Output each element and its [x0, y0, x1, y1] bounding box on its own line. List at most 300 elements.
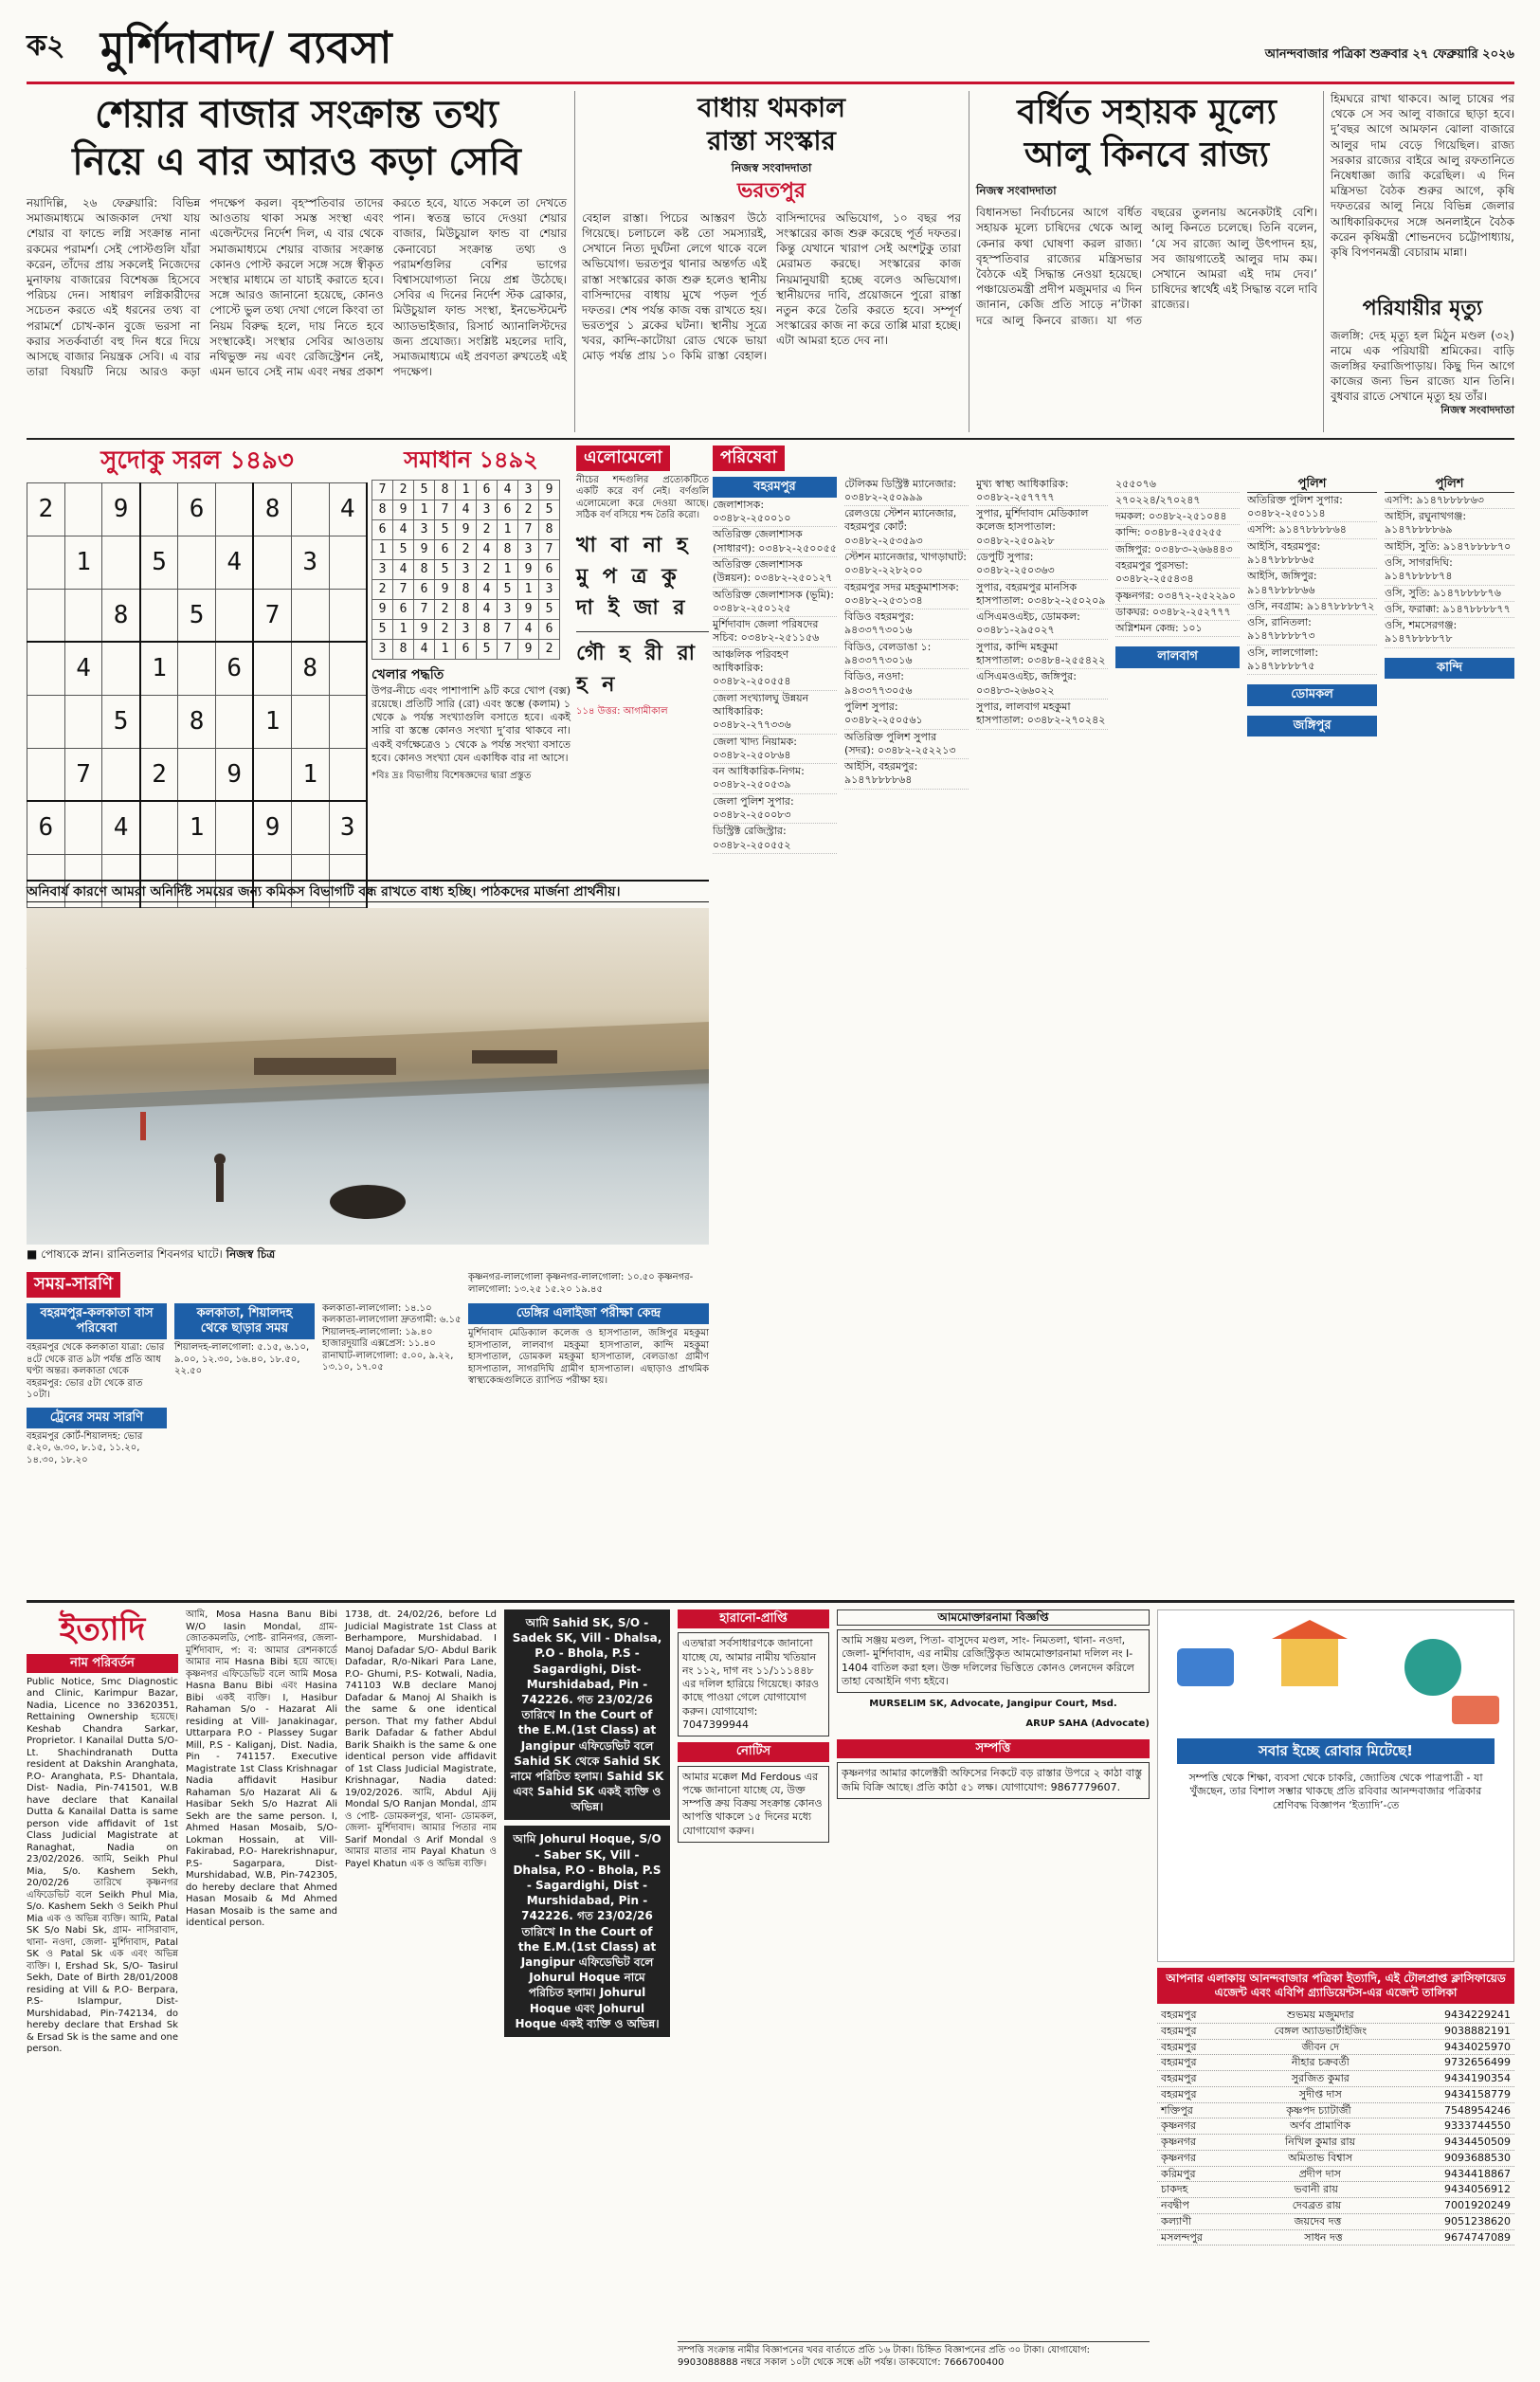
- sudoku-cell: [215, 801, 253, 854]
- solution-cell: 9: [414, 540, 435, 560]
- story-potato-headline-1: বর্ধিত সহায়ক মূল্যে: [1017, 92, 1277, 132]
- story-potato-headline-2: আলু কিনবে রাজ্য: [1024, 135, 1270, 174]
- services-title: পরিষেবা: [713, 445, 785, 471]
- services-col-1: [713, 498, 837, 854]
- lost-found-body: এতদ্বারা সর্বসাধারণকে জানানো যাচ্ছে যে, আমার নামীয় খতিয়ান নং ১১২, দাগ নং ১১/১১১৪৪৮ এর দলিল হারিয়ে গিয়েছে। কারও কাছে পাওয়া গেলে যোগাযোগ করুন। যোগাযোগ: 7047399944: [678, 1632, 829, 1736]
- services-col-4: [1115, 477, 1240, 638]
- story-road-dateline: ভরতপুর: [736, 178, 806, 204]
- agent-phone: 7001920249: [1443, 2199, 1511, 2211]
- solution-cell: 4: [477, 540, 498, 560]
- classifieds-col-1: [27, 1609, 178, 2358]
- classifieds-col-3: [345, 1609, 497, 2358]
- sudoku-cell: 7: [64, 748, 102, 801]
- service-entry: কান্দি: ০৩৪৮৪-২৫৫২৫৫: [1115, 525, 1240, 541]
- sudoku-cell: [215, 695, 253, 748]
- sudoku-cell: [329, 642, 367, 695]
- agent-row: [1157, 2214, 1514, 2230]
- train-text: বহরমপুর কোর্ট-শিয়ালদহ: ভোর ৫.২০, ৬.৩০, ৮.১৫, ১১.২০, ১৪.৩০, ১৮.২০: [27, 1430, 143, 1465]
- solution-cell: 1: [498, 520, 518, 540]
- services-col-6: [1385, 493, 1514, 648]
- agent-name: শুভময় মজুমদার: [1286, 2009, 1354, 2021]
- solution-grid: [371, 480, 560, 660]
- solution-cell: 4: [477, 600, 498, 620]
- solution-cell: 3: [539, 580, 560, 600]
- section-title: মুর্শিদাবাদ/ ব্যবসা: [100, 22, 392, 73]
- solution-cell: 5: [539, 600, 560, 620]
- solution-cell: 1: [498, 560, 518, 580]
- service-entry: জেলা খাদ্য নিয়ামক: ০৩৪৮২-২৫০৮৬৪: [713, 735, 837, 765]
- story-death-headline: পরিযায়ীর মৃত্যু: [1362, 296, 1483, 320]
- alomelo-puzzle-2: গৌ হ রী রা হ ন: [576, 631, 709, 700]
- service-entry: অগ্নিশমন কেন্দ্র: ১০১: [1115, 621, 1240, 637]
- services-col-5: [1247, 493, 1377, 676]
- agent-place: বহরমপুর: [1161, 2024, 1197, 2037]
- agent-phone: 9051238620: [1444, 2214, 1511, 2227]
- services-domkol-label: ডোমকল: [1247, 684, 1377, 705]
- sudoku-cell: 6: [178, 482, 216, 536]
- ad-banner-body: সম্পত্তি থেকে শিক্ষা, ব্যবসা থেকে চাকরি, জ্যোতিষ থেকে পাত্রপাত্রী - যা খুঁজছেন, তার বিশাল সম্ভার থাকছে প্রতি রবিবার আনন্দবাজার পত্রিকার শ্রেণিবদ্ধ বিজ্ঞাপন ‘ইত্যাদি’-তে: [1188, 1772, 1483, 1811]
- bus-service-title: বহরমপুর-কলকাতা বাস পরিষেবা: [27, 1303, 167, 1340]
- solution-cell: 2: [435, 620, 456, 640]
- solution-cell: 8: [456, 580, 477, 600]
- agent-name: ভবানী রায়: [1294, 2183, 1338, 2196]
- rules-text: উপর-নীচে এবং পাশাপাশি ৯টি করে খোপ (বক্স) রয়েছে। প্রতিটি সারি (রো) এবং স্তম্ভে (কলাম) ১ থেকে ৯ পর্যন্ত সংখ্যাগুলি বসাতে হবে। একই সারি বা স্তম্ভে কোনও সংখ্যা দু’বার থাকবে না। একই বর্গক্ষেত্রেও ১ থেকে ৯ পর্যন্ত সংখ্যা বসাতে হবে। কোনও সংখ্যা যেন একাধিক বার না আসে।: [371, 683, 571, 764]
- service-entry: ২৭০২২৪/২৭০২৪৭: [1115, 493, 1240, 509]
- ad-banner-title: সবার ইচ্ছে রোবার মিটেছে!: [1177, 1738, 1495, 1764]
- solution-cell: 7: [498, 640, 518, 660]
- dengue-body: মুর্শিদাবাদ মেডিক্যাল কলেজ ও হাসপাতাল, জঙ্গিপুর মহকুমা হাসপাতাল, লালবাগ মহকুমা হাসপাতাল, কান্দি মহকুমা হাসপাতাল, ডোমকল মহকুমা হাসপাতাল, বেলডাঙা গ্রামীণ হাসপাতাল, সাগরদিঘি গ্রামীণ হাসপাতাল। এছাড়াও প্রাথমিক স্বাস্থ্যকেন্দ্রগুলিতে র‍্যাপিড পরীক্ষা হয়।: [468, 1328, 709, 1387]
- agent-phone: 7548954246: [1444, 2103, 1511, 2117]
- solution-panel: [371, 445, 571, 872]
- bus-service-text: বহরমপুর থেকে কলকাতা যাত্রা: ভোর ৪টে থেকে রাত ৯টা পর্যন্ত প্রতি আধ ঘণ্টা অন্তর। কলকাতা থেকে বহরমপুর: ভোর ৫টা থেকে রাত ১০টা।: [27, 1342, 165, 1400]
- service-entry: এসিএমওএইচ, জঙ্গিপুর: ০৩৪৮৩-২৬৬০২২: [976, 669, 1108, 700]
- services-police-title-2: পুলিশ: [1385, 477, 1514, 493]
- service-entry: অতিরিক্ত জেলাশাসক (সাধারণ): ০৩৪৮২-২৫০০৫৫: [713, 527, 837, 557]
- service-entry: ২৫৫০৭৬: [1115, 477, 1240, 493]
- sudoku-cell: 4: [329, 482, 367, 536]
- law-notice-title: আমমোক্তারনামা বিজ্ঞপ্তি: [837, 1609, 1150, 1626]
- solution-cell: 6: [435, 540, 456, 560]
- agent-phone: 9333744550: [1443, 2119, 1511, 2133]
- solution-cell: 8: [435, 481, 456, 500]
- river-photo-illustration: [27, 908, 709, 1245]
- sudoku-cell: [27, 589, 65, 642]
- sudoku-cell: [64, 589, 102, 642]
- agent-row: [1157, 2118, 1514, 2135]
- solution-cell: 1: [456, 481, 477, 500]
- solution-cell: 2: [393, 481, 414, 500]
- sudoku-cell: 3: [329, 801, 367, 854]
- timetable-panel: [27, 1272, 462, 1592]
- property-title: সম্পত্তি: [837, 1739, 1150, 1758]
- agent-place: বহরমপুর: [1161, 2087, 1197, 2100]
- solution-cell: 4: [456, 500, 477, 520]
- photo-caption-text: পোষ্যকে স্নান। রানিতলার শিবনগর ঘাটে।: [41, 1247, 223, 1261]
- sudoku-cell: [253, 642, 291, 695]
- agent-name: সুরজিত কুমার: [1291, 2072, 1350, 2084]
- solution-cell: 1: [518, 580, 539, 600]
- agent-place: কৃষ্ণনগর: [1161, 2151, 1197, 2164]
- service-entry: ডাকঘর: ০৩৪৮২-২৫২৭৭৭: [1115, 605, 1240, 621]
- service-entry: ওসি, শমসেরগঞ্জ: ৯১৪৭৮৮৮৮৭৮: [1385, 618, 1514, 648]
- service-entry: সুপার, বহরমপুর মানসিক হাসপাতাল: ০৩৪৮২-২৫০২০৯: [976, 580, 1108, 610]
- classifieds-footer: সম্পত্তি সংক্রান্ত নামীর বিজ্ঞাপনের খবর বার্তাতে প্রতি ১৬ টাকা। চিহ্নিত বিজ্ঞাপনের প্রতি ৩০ টাকা। যোগাযোগ: 9903088888 নম্বরে সকাল ১০টা থেকে সন্ধে ৬টা পর্যন্ত। ডাকযোগে: 7666700400: [678, 2341, 1150, 2370]
- agent-name: অর্ণব প্রামাণিক: [1290, 2119, 1351, 2133]
- sudoku-cell: [329, 589, 367, 642]
- agent-row: [1157, 2230, 1514, 2246]
- lawyer-1: MURSELIM SK, Advocate, Jangipur Court, Msd.: [869, 1699, 1117, 1710]
- story-road-headline-1: বাধায় থমকাল: [697, 92, 845, 123]
- sudoku-cell: [329, 695, 367, 748]
- sudoku-cell: [291, 695, 329, 748]
- solution-cell: 5: [414, 481, 435, 500]
- sudoku-cell: 3: [291, 536, 329, 589]
- solution-title: সমাধান ১৪৯২: [404, 445, 538, 473]
- sudoku-cell: 2: [140, 748, 178, 801]
- rules-title: খেলার পদ্ধতি: [371, 667, 444, 682]
- agent-phone: 9434158779: [1443, 2087, 1511, 2100]
- story-potato-byline: নিজস্ব সংবাদদাতা: [976, 184, 1057, 197]
- solution-cell: 6: [414, 580, 435, 600]
- services-lalbag-label: লালবাগ: [1115, 646, 1240, 667]
- solution-cell: 8: [498, 540, 518, 560]
- sudoku-cell: 1: [291, 748, 329, 801]
- agent-list-title: আপনার এলাকায় আনন্দবাজার পত্রিকা ইত্যাদি, এই টোলপ্রাপ্ত ক্লাসিফায়েড এজেন্ট এবং এবিপি গ্ৰ্যাডিয়েন্টস-এর এজেন্ট তালিকা: [1157, 1968, 1514, 2004]
- agent-place: করিমপুর: [1161, 2167, 1196, 2180]
- alomelo-title: এলোমেলো: [576, 445, 670, 471]
- service-entry: বহরমপুর পুরসভা: ০৩৪৮২-২৫৫৪৩৪: [1115, 558, 1240, 589]
- agent-name: নিখিল কুমার রায়: [1285, 2136, 1356, 2148]
- agent-row: [1157, 2167, 1514, 2183]
- sudoku-cell: [329, 748, 367, 801]
- solution-cell: 1: [414, 500, 435, 520]
- photo-caption: [27, 1247, 709, 1266]
- solution-cell: 9: [414, 620, 435, 640]
- story-death-credit: নিজস্ব সংবাদদাতা: [1440, 403, 1514, 416]
- agent-row: [1157, 2135, 1514, 2151]
- agent-phone: 9434056912: [1444, 2183, 1511, 2196]
- service-entry: আইসি, বহরমপুর: ৯১৪৭৮৮৮৮৬৫: [1247, 539, 1377, 570]
- service-entry: ডিস্ট্রিক্ট রেজিস্ট্রার: ০৩৪৮২-২৫০৫৫২: [713, 824, 837, 854]
- story-sebi-headline-2: নিয়ে এ বার আরও কড়া সেবি: [72, 139, 521, 184]
- solution-cell: 5: [539, 500, 560, 520]
- solution-cell: 4: [393, 520, 414, 540]
- story-road-body: বেহাল রাস্তা। পিচের আস্তরণ উঠে গিয়েছে। চলাচলে কষ্ট তো সমস্যারই, সেখানে নিত্য দুর্ঘটনা লেগে থাকে বলে অভিযোগ। ভরতপুর থানার অন্তর্গত এই রাস্তা সংস্কারের কাজ শুরু হলেও স্থানীয় বাসিন্দাদের বাধায় মুখে পড়ল পূর্ত দফতর। শেষ পর্যন্ত কাজ বন্ধ রাখতে হয়। ভরতপুর ১ ব্লকের ঘটনা। স্থানীয় সূত্রে খবর, কান্দি-কাটোয়া রোড থেকে ভায়া মোড় পর্যন্ত প্রায় ১০ কিমি রাস্তা বেহাল। বাসিন্দাদের অভিযোগ, ১০ বছর পর সংস্কারের কাজ শুরু করেছে পূর্ত দফতর। কিন্তু যেখানে খারাপ সেই অংশটুকু তারা মেরামত করছে। সংস্কারের কাজ নিয়মানুযায়ী হচ্ছে বলেও অভিযোগ। স্থানীয়দের দাবি, প্রয়োজনে পুরো রাস্তা নতুন করে তৈরি করতে হবে। সম্পূর্ণ সংস্কারের কাজ না করে তাপ্পি মারা হচ্ছে। এটা আমরা হতে দেব না।: [582, 210, 961, 363]
- agent-name: দেবব্রত রায়: [1292, 2199, 1342, 2211]
- solution-cell: 7: [414, 600, 435, 620]
- ad-banner-illustration: [1158, 1610, 1515, 1734]
- service-entry: সুপার, কান্দি মহকুমা হাসপাতাল: ০৩৪৮৪-২৫৫৪২২: [976, 640, 1108, 670]
- property-body: কৃষ্ণনগর আমার কালেক্টরী অফিসের নিকটে বড় রাস্তার উপরে ২ কাঠা বাস্তু জমি বিক্রি আছে। প্রতি কাঠা ৫১ লক্ষ। যোগাযোগ: 9867779607.: [837, 1762, 1150, 1799]
- agent-row: [1157, 2151, 1514, 2167]
- sudoku-cell: 8: [253, 482, 291, 536]
- agent-phone: 9093688530: [1443, 2151, 1511, 2164]
- agent-phone: 9674747089: [1443, 2230, 1511, 2244]
- kolkata-departure-text: শিয়ালদহ-লালগোলা: ৫.১৫, ৬.১০, ৯.০০, ১২.৩০, ১৬.৪০, ১৮.৫০, ২২.৫০: [174, 1342, 310, 1376]
- sudoku-cell: 5: [140, 536, 178, 589]
- alomelo-answer-note: ১১৪ উত্তর: আগামীকাল: [576, 705, 668, 717]
- photo-caption-icon: ■: [27, 1247, 42, 1261]
- agent-place: বহরমপুর: [1161, 2009, 1197, 2021]
- lawyer-2: ARUP SAHA (Advocate): [1025, 1718, 1150, 1729]
- service-entry: সুপার, লালবাগ মহকুমা হাসপাতাল: ০৩৪৮২-২৭০২৪২: [976, 700, 1108, 730]
- sudoku-cell: [291, 589, 329, 642]
- solution-cell: 3: [372, 560, 393, 580]
- service-entry: অতিরিক্ত জেলাশাসক (উন্নয়ন): ০৩৪৮২-২৫০১২৭: [713, 557, 837, 588]
- service-entry: রেলওয়ে স্টেশন ম্যানেজার, বহরমপুর কোর্ট: ০৩৪৮২-২৫৩৫৯৩: [844, 506, 969, 550]
- sudoku-cell: 4: [215, 536, 253, 589]
- solution-cell: 6: [539, 620, 560, 640]
- agent-phone: 9038882191: [1443, 2024, 1511, 2037]
- train-title: ট্রেনের সময় সারণি: [27, 1408, 167, 1428]
- agent-phone: 9434418867: [1444, 2167, 1511, 2180]
- sudoku-cell: [140, 801, 178, 854]
- photo-credit: নিজস্ব চিত্র: [226, 1247, 276, 1261]
- solution-cell: 4: [414, 640, 435, 660]
- sudoku-cell: [329, 536, 367, 589]
- solution-cell: 8: [393, 640, 414, 660]
- solution-cell: 9: [393, 500, 414, 520]
- services-col-2: [844, 477, 969, 854]
- agent-name: কৃষ্ণপদ চ্যাটার্জী: [1286, 2103, 1351, 2117]
- classifieds-col-4: [504, 1609, 670, 2358]
- sudoku-title: সুদোকু সরল ১৪৯৩: [100, 446, 294, 475]
- solution-cell: 3: [518, 540, 539, 560]
- law-notice-body: আমি সঞ্জয় মণ্ডল, পিতা- বাসুদেব মণ্ডল, সাং- নিমতলা, থানা- নওদা, জেলা- মুর্শিদাবাদ, এর নামীয় রেজিস্ট্রিকৃত আমমোক্তারনামা দলিল নং I-1404 বাতিল করা হল। উক্ত দলিলের ভিত্তিতে কোনও লেনদেন করিলে তাহা বেআইনি গণ্য হইবে।: [837, 1629, 1150, 1693]
- story-road: [582, 91, 961, 432]
- service-entry: আইসি, রঘুনাথগঞ্জ: ৯১৪৭৮৮৮৮৬৯: [1385, 509, 1514, 539]
- solution-cell: 1: [435, 640, 456, 660]
- kolkata-departure-title: কলকাতা, শিয়ালদহ থেকে ছাড়ার সময়: [174, 1303, 315, 1340]
- agent-phone: 9434450509: [1444, 2136, 1511, 2148]
- sudoku-cell: 4: [102, 801, 140, 854]
- solution-cell: 8: [372, 500, 393, 520]
- story-potato: [976, 91, 1317, 432]
- solution-cell: 6: [456, 640, 477, 660]
- solution-cell: 5: [435, 520, 456, 540]
- sudoku-cell: 9: [253, 801, 291, 854]
- solution-cell: 9: [518, 560, 539, 580]
- sudoku-cell: [102, 642, 140, 695]
- solution-cell: 2: [539, 640, 560, 660]
- service-entry: ওসি, সুতি: ৯১৪৭৮৮৮৮৭৬: [1385, 586, 1514, 602]
- solution-cell: 8: [456, 600, 477, 620]
- agent-row: [1157, 2055, 1514, 2071]
- service-entry: এসিএমওএইচ, ডোমকল: ০৩৪৮১-২৯৫০২৭: [976, 609, 1108, 640]
- solution-cell: 7: [435, 500, 456, 520]
- services-panel: [713, 445, 1514, 1592]
- sudoku-cell: 1: [64, 536, 102, 589]
- agent-phone: 9434025970: [1444, 2040, 1511, 2053]
- solution-cell: 2: [372, 580, 393, 600]
- agent-place: চাকদহ: [1161, 2183, 1188, 2196]
- service-entry: ডেপুটি সুপার: ০৩৪৮২-২৫০৩৬৩: [976, 550, 1108, 580]
- timetable-title: সময়-সারণি: [27, 1272, 120, 1298]
- solution-footer: *বিঃ দ্রঃ বিভাগীয় বিশেষজ্ঞদের দ্বারা প্রস্তুত: [371, 771, 532, 782]
- alomelo-desc: নীচের শব্দগুলির প্রত্যেকটিতে একটি করে বর্ণ নেই। বর্ণগুলি এলোমেলো করে দেওয়া আছে। সঠিক বর্ণ বসিয়ে শব্দ তৈরি করো।: [576, 474, 709, 520]
- sudoku-cell: 6: [27, 801, 65, 854]
- solution-cell: 4: [393, 560, 414, 580]
- solution-cell: 9: [539, 481, 560, 500]
- classifieds-col-6: [837, 1609, 1150, 2358]
- solution-cell: 2: [518, 500, 539, 520]
- solution-cell: 7: [539, 540, 560, 560]
- sudoku-cell: [215, 589, 253, 642]
- service-entry: টেলিকম ডিস্ট্রিক্ট ম্যানেজার: ০৩৪৮২-২৫০৯৯৯: [844, 477, 969, 507]
- agent-place: বহরমপুর: [1161, 2072, 1197, 2084]
- timetable-right: [468, 1272, 709, 1592]
- sudoku-cell: 1: [140, 642, 178, 695]
- solution-cell: 8: [414, 560, 435, 580]
- services-police-title-1: পুলিশ: [1247, 477, 1377, 493]
- agent-phone: 9732656499: [1444, 2056, 1511, 2069]
- service-entry: বিডিও বহরমপুর: ৯৪৩৩৭৭৩০১৬: [844, 609, 969, 640]
- service-entry: স্টেশন ম্যানেজার, খাগড়াঘাট: ০৩৪৮২-২২৮২০০: [844, 550, 969, 580]
- service-entry: আইসি, বহরমপুর: ৯১৪৭৮৮৮৮৬৪: [844, 759, 969, 790]
- masthead: [27, 21, 1514, 80]
- sudoku-cell: 6: [215, 642, 253, 695]
- solution-cell: 3: [414, 520, 435, 540]
- comics-notice: অনিবার্য কারণে আমরা অনির্দিষ্ট সময়ের জন্য কমিকস বিভাগটি বন্ধ রাখতে বাধ্য হচ্ছি। পাঠকদের মার্জনা প্রার্থনীয়।: [27, 880, 709, 902]
- solution-cell: 1: [393, 620, 414, 640]
- solution-cell: 2: [477, 560, 498, 580]
- classifieds-col-2-text: আমি, Mosa Hasna Banu Bibi W/O Iasin Mondal, গ্রাম- জোতকমলডি, পোষ্ট- রানিনগর, জেলা- মুর্শিদাবাদ, প: ব: আমার রেশনকার্ডে আমার নাম Hasna Bibi হয়ে আছে। কৃষ্ণনগর এফিডেভিট বলে আমি Mosa Hasna Banu Bibi এবং Hasina Bibi একই ব্যক্তি। I, Hasibur Rahaman S/o - Hazarat Ali residing at Vill- Janakinagar, Uttarpara P.O - Plassey Sugar Mill, P.S - Kaliganj, Dist. Nadia, Pin - 741157. Executive Magistrate 1st Class Krishnagar Nadia affidavit Hasibur Rahaman S/o Hazarat Ali & Hasibar Sekh S/o Hazrat Ali Sekh are the same person. I, Ahmed Hasan Mosaib, S/O- Lokman Hossain, at Vill- Fakirabad, P.O- Harekrishnapur, P.S- Sagarpara, Dist- Murshidabad, W.B, Pin-742305, do hereby declare that Ahmed Hasan Mosaib & Md Ahmed Hasan Mosaib is the same and identical person.: [186, 1609, 337, 1928]
- agent-name: জয়দেব দত্ত: [1294, 2214, 1342, 2227]
- services-berhampore-label: বহরমপুর: [713, 477, 837, 498]
- agent-place: নবদ্বীপ: [1161, 2199, 1189, 2211]
- service-entry: ওসি, ফরাক্কা: ৯১৪৭৮৮৮৮৭৭: [1385, 602, 1514, 618]
- service-entry: বিডিও, নওদা: ৯৪৩৩৭৭৩০৫৬: [844, 669, 969, 700]
- agent-name: প্রদীপ দাস: [1298, 2167, 1341, 2180]
- classifieds-box-johurul: আমি Johurul Hoque, S/O - Saber SK, Vill - Dhalsa, P.O - Bhola, P.S - Sagardighi, Dist - Murshidabad, Pin - 742226. গত 23/02/26 তারিখে In the Court of the E.M.(1st Class) at Jangipur এফিডেভিট বলে Johurul Hoque নামে পরিচিত হলাম। Johurul Hoque এবং Johurul Hoque একই ব্যক্তি ও অভিন্ন।: [504, 1826, 670, 2036]
- story-migrant-death: [1331, 91, 1514, 432]
- service-entry: ওসি, নবগ্রাম: ৯১৪৭৮৮৮৮৭২: [1247, 599, 1377, 615]
- story-road-headline-2: রাস্তা সংস্কার: [707, 125, 836, 156]
- sudoku-cell: [178, 748, 216, 801]
- sudoku-cell: 9: [215, 748, 253, 801]
- river-photo: [27, 908, 709, 1245]
- sudoku-cell: [178, 642, 216, 695]
- service-entry: অতিরিক্ত জেলাশাসক (ভূমি): ০৩৪৮২-২৫০১২৫: [713, 588, 837, 618]
- sudoku-cell: [64, 482, 102, 536]
- agent-place: বহরমপুর: [1161, 2040, 1197, 2053]
- solution-cell: 5: [477, 640, 498, 660]
- agent-phone: 9434229241: [1444, 2009, 1511, 2021]
- agent-row: [1157, 2182, 1514, 2198]
- sudoku-cell: [27, 536, 65, 589]
- classifieds-brand: ইত্যাদি: [59, 1610, 146, 1648]
- sudoku-cell: 7: [253, 589, 291, 642]
- service-entry: সুপার, মুর্শিদাবাদ মেডিক্যাল কলেজ হাসপাতাল: ০৩৪৮২-২৫০৯২৮: [976, 506, 1108, 550]
- alomelo-puzzle-1: খা বা না হ মু প ত্র কু দা ই জা র: [576, 532, 692, 620]
- classifieds-name-change-title: নাম পরিবর্তন: [27, 1654, 178, 1673]
- sudoku-cell: [64, 695, 102, 748]
- solution-cell: 4: [498, 481, 518, 500]
- solution-cell: 8: [477, 620, 498, 640]
- solution-cell: 9: [456, 520, 477, 540]
- service-entry: এসপি: ৯১৪৭৮৮৮৮৬৪: [1247, 522, 1377, 538]
- agent-place: কৃষ্ণনগর: [1161, 2136, 1197, 2148]
- solution-cell: 4: [518, 620, 539, 640]
- sudoku-cell: [291, 801, 329, 854]
- solution-cell: 4: [477, 580, 498, 600]
- timetable-right-text: কৃষ্ণনগর-লালগোলা কৃষ্ণনগর-লালগোলা: ১০.৫০ কৃষ্ণনগর-লালগোলা: ১৩.২৫ ১৫.২০ ১৯.৪৫: [468, 1272, 694, 1295]
- timetable-mid-text: কলকাতা-লালগোলা: ১৪.১০ কলকাতা-লালগোলা দ্রুতগামী: ৬.১৫ শিয়ালদহ-লালগোলা: ১৯.৪০ হাজারদুয়ারি এক্সপ্রেস: ১১.৪০ রানাঘাট-লালগোলা: ৫.০০, ৯.২২, ১৩.১০, ১৭.০৫: [322, 1302, 462, 1373]
- service-entry: জঙ্গিপুর: ০৩৪৮৩-২৬৬৪৪৩: [1115, 542, 1240, 558]
- solution-cell: 2: [477, 520, 498, 540]
- solution-cell: 3: [498, 600, 518, 620]
- service-entry: আঞ্চলিক পরিবহণ আধিকারিক: ০৩৪৮২-২৫০৫৫৪: [713, 647, 837, 691]
- solution-cell: 9: [518, 600, 539, 620]
- agent-name: অমিতাভ বিশ্বাস: [1288, 2151, 1352, 2164]
- service-entry: ওসি, সাগরদিঘি: ৯১৪৭৮৮৮৮৭৪: [1385, 555, 1514, 586]
- solution-cell: 6: [498, 500, 518, 520]
- sudoku-cell: [215, 482, 253, 536]
- solution-cell: 9: [435, 580, 456, 600]
- solution-cell: 9: [372, 600, 393, 620]
- classifieds-col-5: [678, 1609, 829, 2358]
- sudoku-cell: 2: [27, 482, 65, 536]
- agent-row: [1157, 2071, 1514, 2087]
- sudoku-cell: [140, 695, 178, 748]
- sudoku-cell: 8: [291, 642, 329, 695]
- service-entry: কৃষ্ণনগর: ০৩৪৭২-২৫২২৯০: [1115, 589, 1240, 605]
- service-entry: বন আধিকারিক-নিগম: ০৩৪৮২-২৫০৫৩৯: [713, 764, 837, 794]
- service-entry: অতিরিক্ত পুলিশ সুপার: ০৩৪৮২-২৫০১১৪: [1247, 493, 1377, 523]
- sudoku-cell: [178, 536, 216, 589]
- ad-banner: [1157, 1609, 1514, 1962]
- story-sebi-headline-1: শেয়ার বাজার সংক্রান্ত তথ্য: [95, 92, 498, 136]
- agent-name: নীহার চক্রবর্তী: [1291, 2056, 1350, 2069]
- classifieds-box-sahid: আমি Sahid SK, S/O - Sadek SK, Vill - Dhalsa, P.O - Bhola, P.S - Sagardighi, Dist- Murshidabad, Pin - 742226. গত 23/02/26 তারিখে In the Court of the E.M.(1st Class) at Jangipur এফিডেভিট বলে Sahid SK থেকে Sahid SK নামে পরিচিত হলাম। Sahid SK এবং Sahid SK একই ব্যক্তি ও অভিন্ন।: [504, 1609, 670, 1820]
- agent-name: সুদীপ্ত দাস: [1298, 2087, 1342, 2100]
- sudoku-cell: [64, 801, 102, 854]
- sudoku-cell: 5: [102, 695, 140, 748]
- agent-place: বহরমপুর: [1161, 2056, 1197, 2069]
- sudoku-cell: [102, 536, 140, 589]
- agent-row: [1157, 2040, 1514, 2056]
- agent-place: কৃষ্ণনগর: [1161, 2119, 1197, 2133]
- dengue-title: ডেঙ্গির এলাইজা পরীক্ষা কেন্দ্র: [468, 1303, 709, 1324]
- service-entry: বহরমপুর সদর মহকুমাশাসক: ০৩৪৮২-২৫৩১৩৪: [844, 580, 969, 610]
- agent-name: জীবন দে: [1301, 2040, 1339, 2053]
- solution-cell: 7: [372, 481, 393, 500]
- solution-cell: 6: [372, 520, 393, 540]
- sudoku-cell: [140, 589, 178, 642]
- alomelo-panel: [576, 445, 709, 872]
- sudoku-cell: [102, 748, 140, 801]
- sudoku-cell: 5: [178, 589, 216, 642]
- page-number: ক২: [27, 29, 65, 63]
- solution-cell: 6: [393, 600, 414, 620]
- paper-date: আনন্দবাজার পত্রিকা শুক্রবার ২৭ ফেব্রুয়ারি ২০২৬: [1264, 47, 1514, 62]
- service-entry: মুখ্য স্বাস্থ্য আধিকারিক: ০৩৪৮২-২৫৭৭৭৭: [976, 477, 1108, 507]
- service-entry: আইসি, সুতি: ৯১৪৭৮৮৮৮৭০: [1385, 539, 1514, 555]
- solution-cell: 3: [518, 481, 539, 500]
- solution-cell: 8: [539, 520, 560, 540]
- story-death-body: জলঙ্গি: দেহ মৃত্যু হল মিঠুন মণ্ডল (৩২) নামে এক পরিযায়ী শ্রমিকের। বাড়ি জলঙ্গির ফরাজিপাড়ায়। কিছু দিন আগে কাজের জন্য ভিন রাজ্যে যান তিনি। বুধবার রাতে সেখানে মৃত্যু হয় তাঁর।: [1331, 328, 1514, 404]
- sudoku-cell: [27, 642, 65, 695]
- agent-row: [1157, 2087, 1514, 2103]
- agent-place: কল্যাণী: [1161, 2214, 1192, 2227]
- service-entry: জেলা সংখ্যালঘু উন্নয়ন আধিকারিক: ০৩৪৮২-২৭৭৩৩৬: [713, 691, 837, 735]
- classifieds-col-1-text: Public Notice, Smc Diagnostic and Clinic, Karimpur Bazar, Nadia, Licence no 33620351, Rettaining Ownership হয়েছে। Keshab Chandra Sarkar, Proprietor. I Kanailal Dutta S/O- Lt. Shachindranath Dutta resident at Dakshin Aranghata, P.O- Aranghata, P.S- Dhantala, Dist- Nadia, Pin-741501, W.B have declare that Kanailal Dutta & Kanailal Datta is same person vide affidavit of 1st Class Judicial Magistrate at Ranaghat, Nadia on 23/02/2026. আমি, Seikh Phul Mia, S/o. Kashem Sekh, 20/02/26 তারিখে কৃষ্ণনগর এফিডেভিট বলে Seikh Phul Mia, S/o. Kashem Sekh ও Seikh Phul Mia এক ও অভিন্ন ব্যক্তি। আমি, Patal SK S/o Nabi Sk, গ্রাম- নাসিরাবাদ, থানা- নওদা, জেলা- মুর্শিদাবাদ, Patal SK ও Patal Sk এক এবং অভিন্ন ব্যক্তি। I, Ershad Sk, S/O- Tasirul Sekh, Date of Birth 28/01/2008 residing at Vill & P.O- Berpara, P.S- Islampur, Dist- Murshidabad, Pin-742134, do hereby declare that Ershad Sk & Ersad Sk is the same and one person.: [27, 1676, 178, 2055]
- agent-phone: 9434190354: [1444, 2072, 1511, 2084]
- solution-cell: 3: [372, 640, 393, 660]
- service-entry: অতিরিক্ত পুলিশ সুপার (সদর): ০৩৪৮২-২৫২২১৩: [844, 730, 969, 760]
- classifieds-col-3-text: 1738, dt. 24/02/26, before Ld Judicial Magistrate 1st Class at Berhampore, Murshidabad. I Manoj Dafadar S/O- Abdul Barik Dafadar, R/o-Nikari Para Lane, P.O- Ghumi, P.S- Kotwali, Nadia, 741103 W.B declare Manoj Dafadar & Manoj Al Shaikh is the same & one identical person. That my father Abdul Barik Dafadar & father Abdul Barik Shaikh is the same & one identical person vide affidavit of 1st Class Judicial Magistrate, Krishnagar, Nadia dated: 19/02/2026. আমি, Abdul Ajij Mondal S/O Ranjan Mondal, গ্রাম ও পোষ্ট- ডোমকলপুর, থানা- ডোমকল, জেলা- মুর্শিদাবাদ। আমার পিতার নাম Sarif Mondal ও Arif Mondal ও আমার মাতার নাম Payal Khatun ও Payel Khatun এক ও অভিন্ন ব্যক্তি।: [345, 1609, 497, 1869]
- service-entry: এসপি: ৯১৪৭৮৮৮৮৬৩: [1385, 493, 1514, 509]
